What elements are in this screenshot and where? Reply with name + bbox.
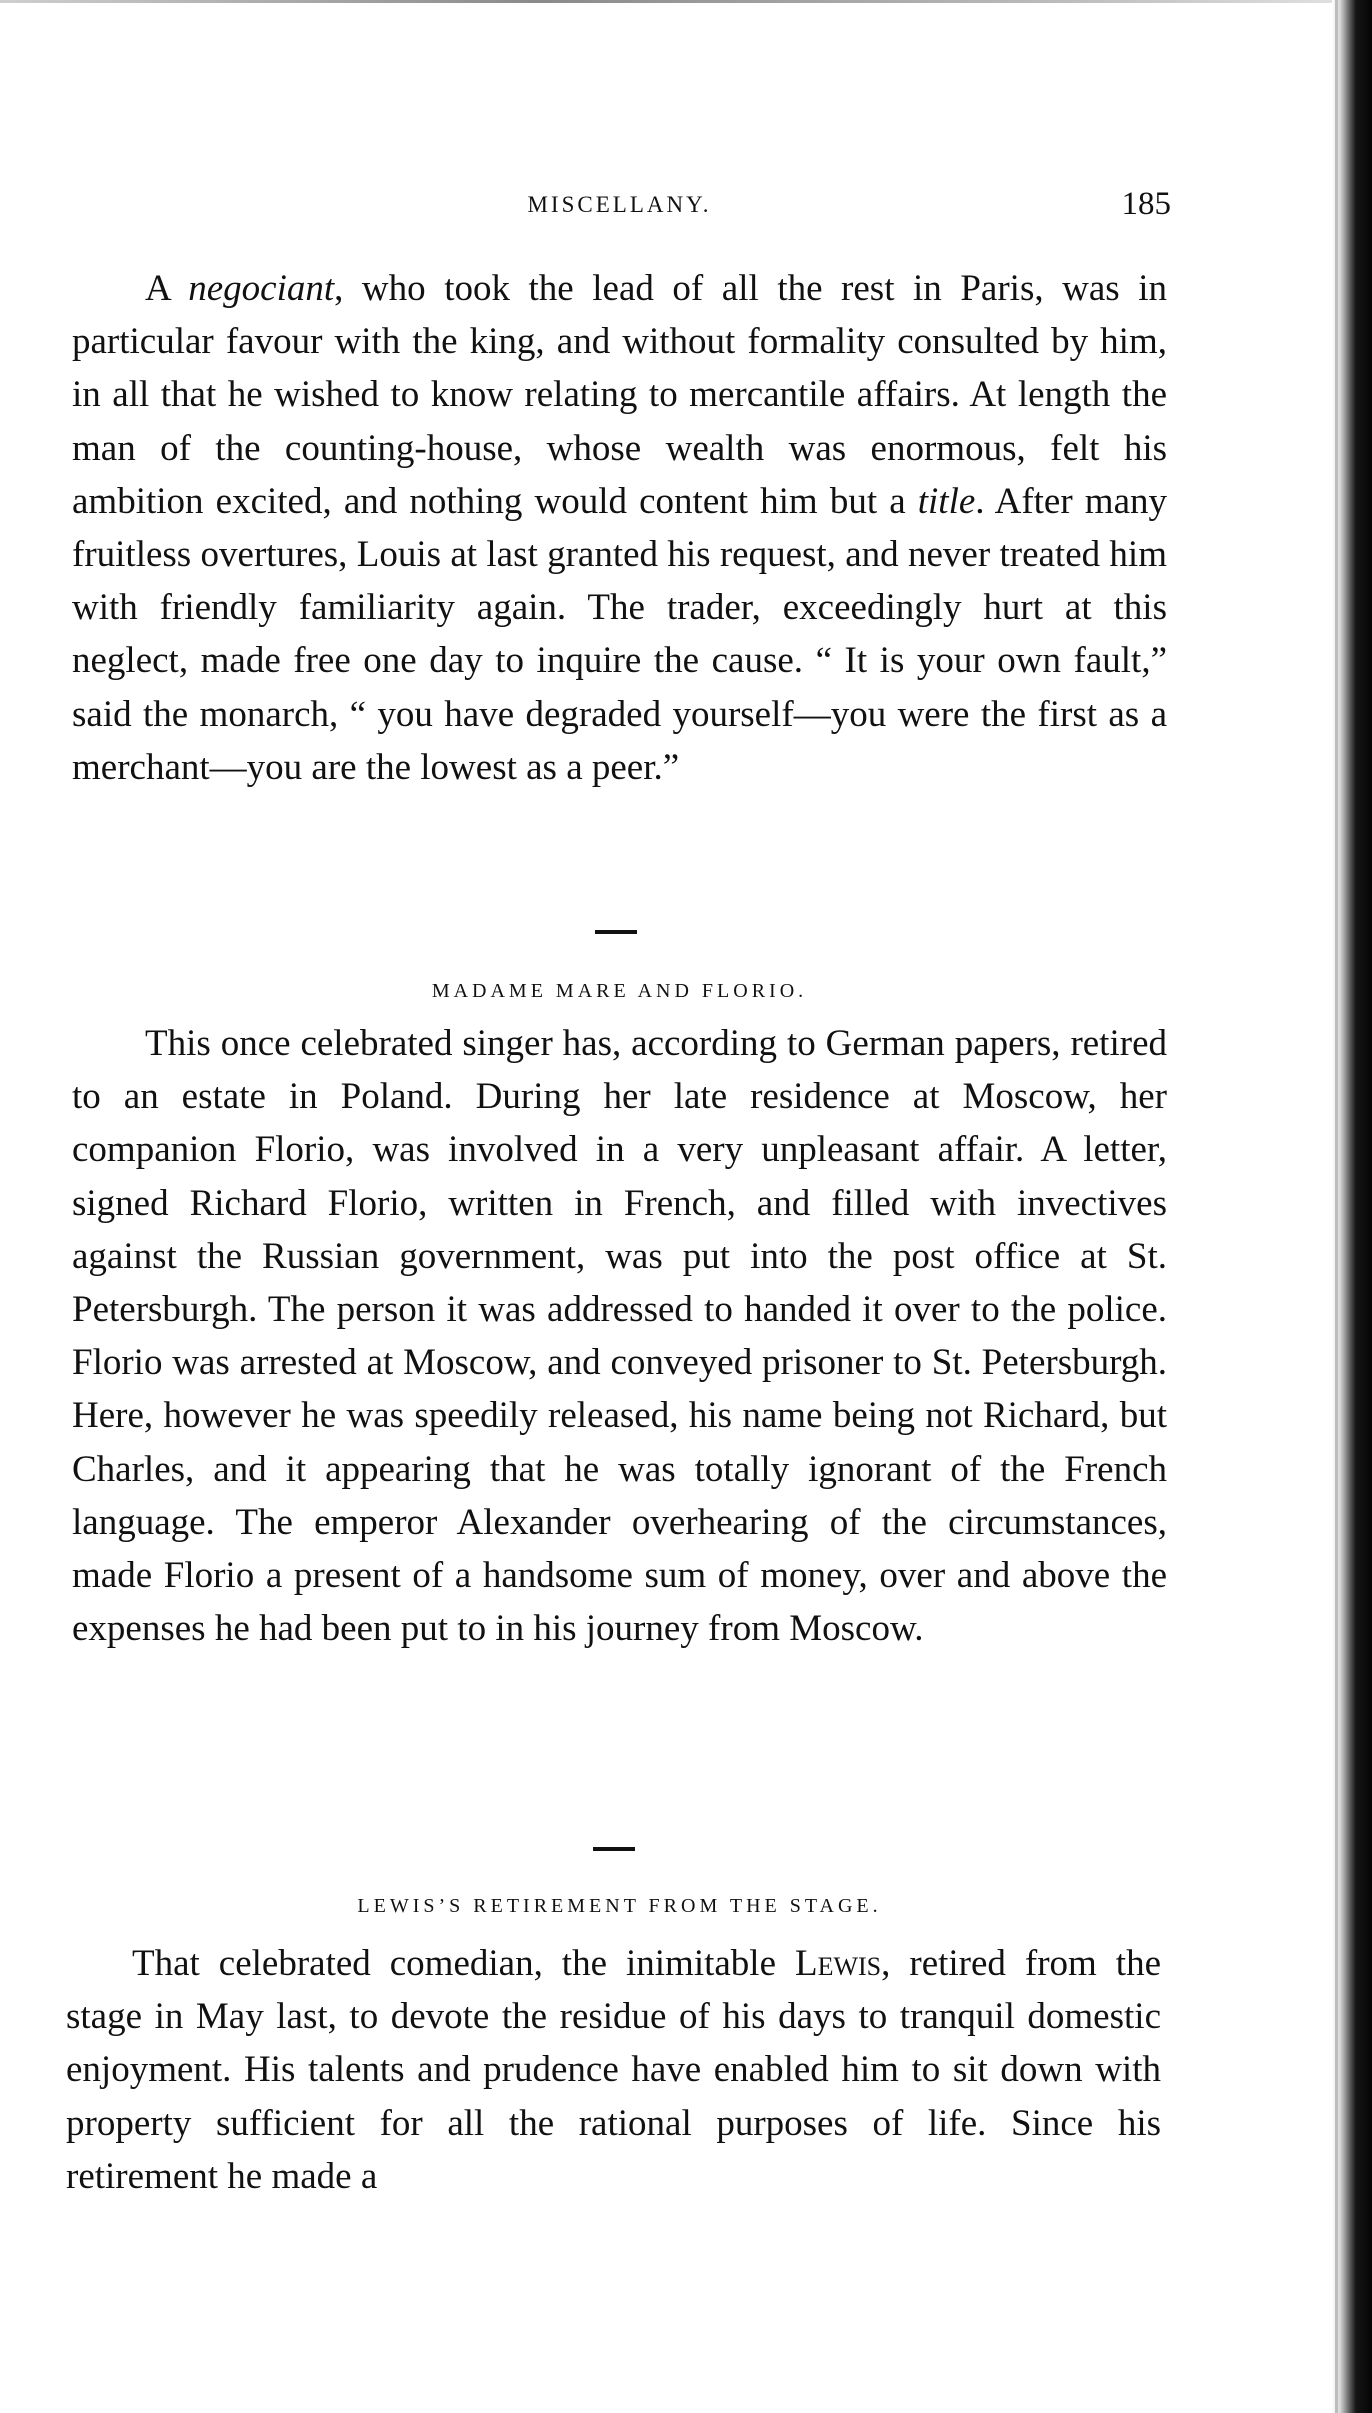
italic-word-negociant: negociant — [188, 268, 335, 309]
article-paragraph-lewis — [66, 1937, 1161, 2203]
book-spine-shadow — [1332, 0, 1372, 2413]
paragraph-text: . After many fruitless overtures, Louis at last granted his request, and never treated him with friendly familiarity again. The trader, exceedingly hurt at this neglect, made free one day to inquire the cause. “ It is your own fault,” said the monarch, “ you have degraded yourself—you were the first as a merchant—you are the lowest as a peer.” — [72, 480, 1167, 788]
paragraph-text: A — [145, 268, 189, 309]
running-head — [72, 186, 1171, 232]
section-divider — [593, 1847, 635, 1851]
page-number: 185 — [1121, 186, 1171, 222]
small-caps-name-lewis: Lewis — [794, 1943, 882, 1984]
article-paragraph-negociant — [72, 262, 1167, 794]
page-edge-line — [1335, 0, 1338, 2413]
paragraph-text: That celebrated comedian, the inimitable — [132, 1943, 795, 1984]
article-paragraph-florio: This once celebrated singer has, according to German papers, retired to an estate in Poland. During her late residence at Moscow, her companion Florio, was involved in a very unpleasant affair. A letter, signed Richard Florio, written in French, and filled with invectives against the Russian government, was put into the post office at St. Petersburgh. The person it was addressed to handed it over to the police. Florio was arrested at Moscow, and conveyed prisoner to St. Petersburgh. Here, however he was speedily released, his name being not Richard, but Charles, and it appearing that he was totally ignorant of the French language. The emperor Alexander overhearing of the circumstances, made Florio a present of a handsome sum of money, over and above the expenses he had been put to in his journey from Moscow. — [72, 1023, 1167, 1650]
section-title-lewis-retirement: LEWIS’S RETIREMENT FROM THE STAGE. — [357, 1895, 882, 1917]
paragraph-text: , who took the lead of all the rest in Paris, was in particular favour with the king, and without formality consulted by him, in all that he wished to know relating to mercantile affairs. At length the man of the counting-house, whose wealth was enormous, felt his ambition excited, and nothing would content him but a — [72, 268, 1168, 522]
section-divider — [595, 930, 637, 934]
italic-word-title: title — [917, 480, 976, 522]
running-title: MISCELLANY. — [527, 192, 712, 217]
page-top-edge — [0, 0, 1340, 3]
section-title-madame-mare: MADAME MARE AND FLORIO. — [431, 980, 808, 1002]
paragraph-text: , retired from the stage in May last, to devote the residue of his days to tranquil domestic enjoyment. His talents and prudence have enabled him to sit down with property sufficient for all the rational purposes of life. Since his retirement he made a — [66, 1943, 1161, 2197]
